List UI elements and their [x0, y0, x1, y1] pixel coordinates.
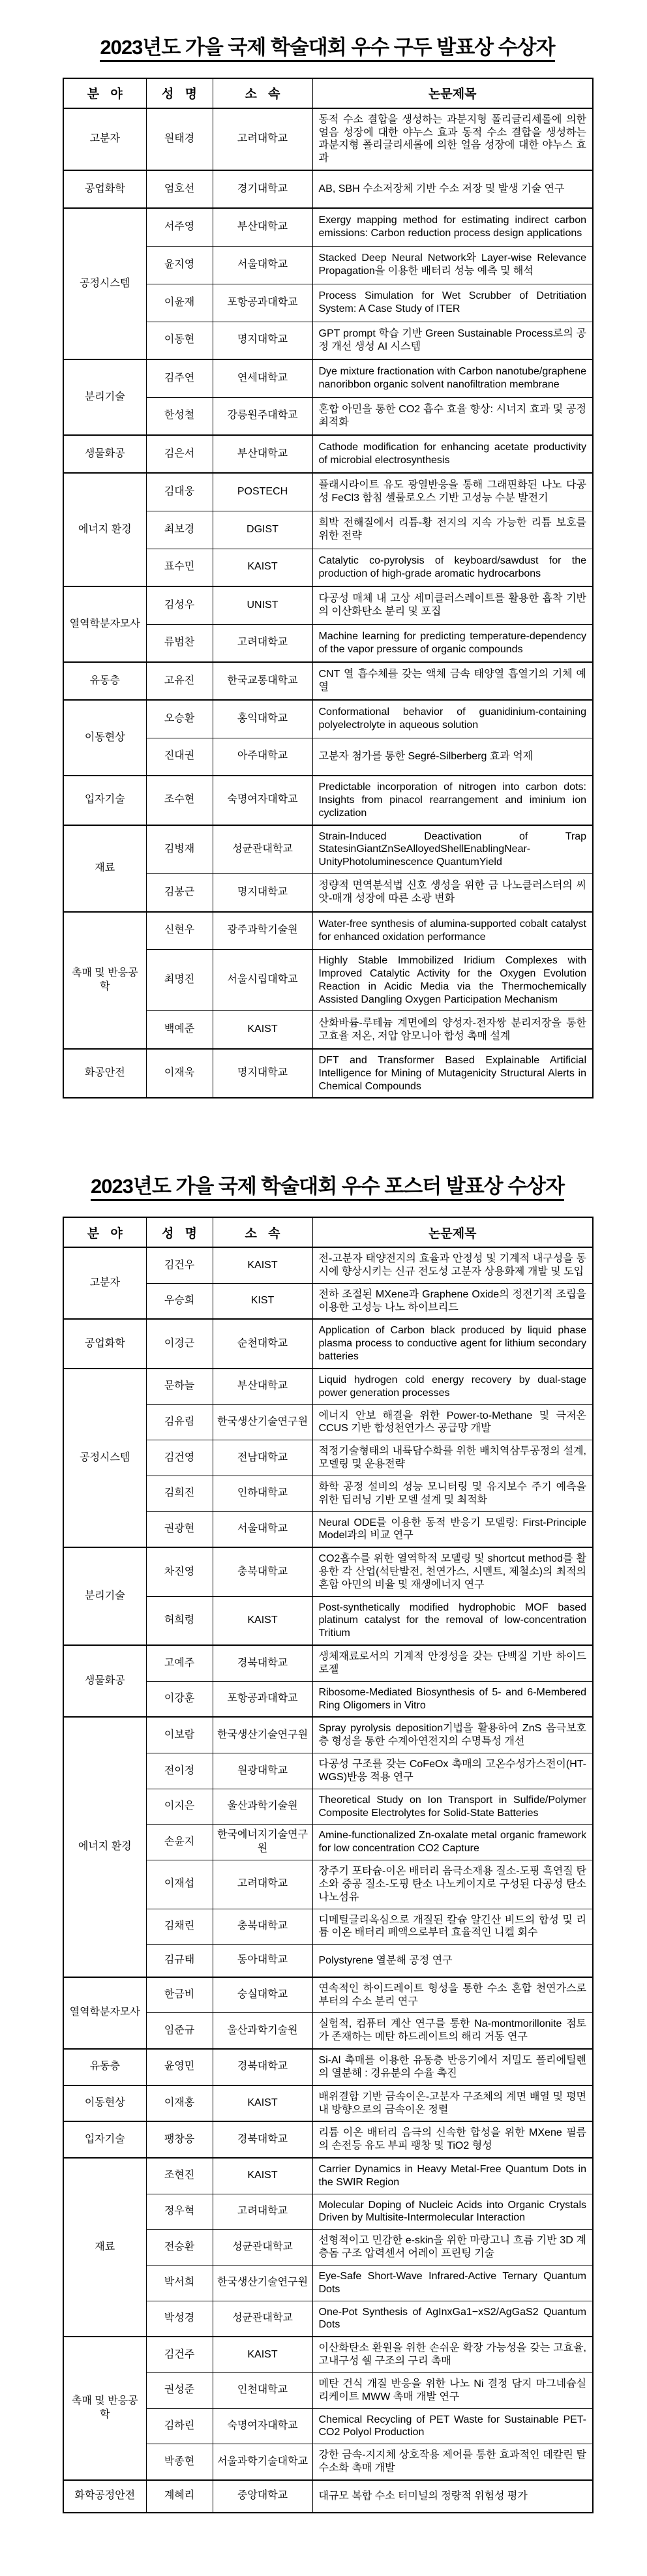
- field-cell: 화공안전: [63, 1049, 146, 1098]
- name-cell: 한성철: [146, 397, 213, 435]
- column-header-name: 성 명: [146, 1217, 213, 1247]
- aff-cell: KAIST: [213, 2158, 312, 2194]
- award-row: [63, 776, 593, 825]
- aff-cell: 서울대학교: [213, 246, 312, 284]
- aff-cell: 고려대학교: [213, 2194, 312, 2230]
- paper-cell: CNT 열 흡수체를 갖는 액체 금속 태양열 흡열기의 기체 예열: [312, 662, 593, 700]
- aff-cell: 한국에너지기술연구원: [213, 1825, 312, 1860]
- name-cell: 이강훈: [146, 1681, 213, 1717]
- paper-cell: Dye mixture fractionation with Carbon nanotube/graphene nanoribbon organic solvent nanofiltration membrane: [312, 359, 593, 397]
- field-cell: 입자기술: [63, 2121, 146, 2158]
- name-cell: 고예주: [146, 1645, 213, 1681]
- name-cell: 조현진: [146, 2158, 213, 2194]
- paper-cell: Liquid hydrogen cold energy recovery by dual-stage power generation processes: [312, 1369, 593, 1404]
- aff-cell: 경북대학교: [213, 1645, 312, 1681]
- award-row: [63, 1547, 593, 1596]
- paper-cell: Machine learning for predicting temperature-dependency of the vapor pressure of organic compounds: [312, 624, 593, 662]
- aff-cell: 부산대학교: [213, 435, 312, 473]
- oral-award-title: [63, 35, 592, 61]
- paper-cell: 다공성 매체 내 고상 세미클러스레이트를 활용한 흡착 기반의 이산화탄소 분리 및 포집: [312, 586, 593, 624]
- poster-award-table: [63, 1217, 594, 2513]
- name-cell: 박서희: [146, 2265, 213, 2301]
- award-row: [63, 700, 593, 738]
- field-cell: 열역학분자모사: [63, 1977, 146, 2049]
- award-row: [63, 2121, 593, 2158]
- field-cell: 공업화학: [63, 1319, 146, 1368]
- name-cell: 이지은: [146, 1789, 213, 1825]
- aff-cell: KAIST: [213, 2085, 312, 2122]
- name-cell: 김하린: [146, 2408, 213, 2444]
- oral-award-title-text: 2023년도 가을 국제 학술대회 우수 구두 발표상 수상자: [100, 36, 554, 62]
- name-cell: 임준규: [146, 2013, 213, 2049]
- aff-cell: KAIST: [213, 2337, 312, 2372]
- name-cell: 권광현: [146, 1511, 213, 1547]
- name-cell: 최보경: [146, 511, 213, 549]
- paper-cell: Si-Al 촉매를 이용한 유동층 반응기에서 저밀도 폴리에틸렌의 열분해 : 경유분의 수율 촉진: [312, 2049, 593, 2085]
- field-cell: 촉매 및 반응공학: [63, 2337, 146, 2480]
- name-cell: 박성경: [146, 2301, 213, 2337]
- paper-cell: 플래시라이트 유도 광열반응을 통해 그래핀화된 나노 다공성 FeCl3 함침 셀룰로오스 기반 고성능 수분 발전기: [312, 473, 593, 511]
- field-cell: 공정시스템: [63, 1369, 146, 1547]
- oral-award-section: [63, 35, 592, 1099]
- aff-cell: 서울시립대학교: [213, 950, 312, 1011]
- name-cell: 손윤지: [146, 1825, 213, 1860]
- name-cell: 한금비: [146, 1977, 213, 2013]
- award-row: [63, 1977, 593, 2013]
- name-cell: 전이정: [146, 1753, 213, 1789]
- aff-cell: 충북대학교: [213, 1547, 312, 1596]
- paper-cell: 정량적 면역분석법 신호 생성을 위한 금 나노클러스터의 씨앗-매개 성장에 따른 소광 변화: [312, 874, 593, 912]
- name-cell: 우승희: [146, 1283, 213, 1319]
- aff-cell: 중앙대학교: [213, 2480, 312, 2513]
- paper-cell: Neural ODE를 이용한 동적 반응기 모델링: First-Principle Model과의 비교 연구: [312, 1511, 593, 1547]
- field-cell: 입자기술: [63, 776, 146, 825]
- aff-cell: 명지대학교: [213, 322, 312, 359]
- paper-cell: 실험적, 컴퓨터 계산 연구를 통한 Na-montmorillonite 점토가 존재하는 메탄 하드레이트의 해리 거동 연구: [312, 2013, 593, 2049]
- paper-cell: Eye-Safe Short-Wave Infrared-Active Ternary Quantum Dots: [312, 2265, 593, 2301]
- name-cell: 서주영: [146, 208, 213, 246]
- paper-cell: Molecular Doping of Nucleic Acids into Organic Crystals Driven by Multisite-Intermolecular Interaction: [312, 2194, 593, 2230]
- poster-award-title: [63, 1174, 592, 1200]
- name-cell: 엄호선: [146, 170, 213, 208]
- name-cell: 김병재: [146, 825, 213, 874]
- name-cell: 팽창응: [146, 2121, 213, 2158]
- name-cell: 김채린: [146, 1909, 213, 1945]
- paper-cell: 대규모 복합 수소 터미널의 정량적 위험성 평가: [312, 2480, 593, 2513]
- field-cell: 유동층: [63, 662, 146, 700]
- award-row: [63, 208, 593, 246]
- aff-cell: 순천대학교: [213, 1319, 312, 1368]
- field-cell: 화학공정안전: [63, 2480, 146, 2513]
- aff-cell: 한국생산기술연구원: [213, 2265, 312, 2301]
- name-cell: 차진영: [146, 1547, 213, 1596]
- paper-cell: 연속적인 하이드레이트 형성을 통한 수소 혼합 천연가스로부터의 수소 분리 연구: [312, 1977, 593, 2013]
- paper-cell: Predictable incorporation of nitrogen into carbon dots: Insights from pinacol rearrangement and iminium ion cyclization: [312, 776, 593, 825]
- aff-cell: 인하대학교: [213, 1476, 312, 1511]
- award-row: [63, 108, 593, 170]
- name-cell: 고유진: [146, 662, 213, 700]
- aff-cell: 한국교통대학교: [213, 662, 312, 700]
- paper-cell: Ribosome-Mediated Biosynthesis of 5- and 6-Membered Ring Oligomers in Vitro: [312, 1681, 593, 1717]
- aff-cell: 강릉원주대학교: [213, 397, 312, 435]
- paper-cell: Chemical Recycling of PET Waste for Sustainable PET-CO2 Polyol Production: [312, 2408, 593, 2444]
- aff-cell: 경기대학교: [213, 170, 312, 208]
- paper-cell: AB, SBH 수소저장체 기반 수소 저장 및 발생 기술 연구: [312, 170, 593, 208]
- name-cell: 이동현: [146, 322, 213, 359]
- paper-cell: One-Pot Synthesis of AgInxGa1−xS2/AgGaS2 Quantum Dots: [312, 2301, 593, 2337]
- name-cell: 전승환: [146, 2230, 213, 2265]
- paper-cell: Polystyrene 열분해 공정 연구: [312, 1945, 593, 1977]
- paper-cell: 이산화탄소 환원을 위한 손쉬운 확장 가능성을 갖는 고효율, 고내구성 쉘 구조의 구리 촉매: [312, 2337, 593, 2372]
- column-header-name: 성 명: [146, 78, 213, 108]
- field-cell: 열역학분자모사: [63, 586, 146, 662]
- paper-cell: Amine-functionalized Zn-oxalate metal organic framework for low concentration CO2 Capture: [312, 1825, 593, 1860]
- paper-cell: 고분자 첨가를 통한 Segré-Silberberg 효과 억제: [312, 738, 593, 776]
- aff-cell: DGIST: [213, 511, 312, 549]
- aff-cell: 경북대학교: [213, 2049, 312, 2085]
- field-cell: 공정시스템: [63, 208, 146, 359]
- aff-cell: KAIST: [213, 1247, 312, 1283]
- award-row: [63, 1049, 593, 1098]
- column-header-affiliation: 소 속: [213, 78, 312, 108]
- oral-award-table: [63, 78, 594, 1099]
- paper-cell: Cathode modification for enhancing acetate productivity of microbial electrosynthesis: [312, 435, 593, 473]
- name-cell: 원태경: [146, 108, 213, 170]
- award-row: [63, 1247, 593, 1283]
- paper-cell: DFT and Transformer Based Explainable Artificial Intelligence for Mining of Mutagenicity Structural Alerts in Chemical Compounds: [312, 1049, 593, 1098]
- field-cell: 생물화공: [63, 1645, 146, 1717]
- award-row: [63, 662, 593, 700]
- award-row: [63, 2158, 593, 2194]
- award-row: [63, 2049, 593, 2085]
- paper-cell: Process Simulation for Wet Scrubber of Detritiation System: A Case Study of ITER: [312, 284, 593, 322]
- name-cell: 김주연: [146, 359, 213, 397]
- name-cell: 이보람: [146, 1717, 213, 1753]
- field-cell: 에너지 환경: [63, 1717, 146, 1977]
- paper-cell: 전-고분자 태양전지의 효율과 안정성 및 기계적 내구성을 동시에 향상시키는 신규 전도성 고분자 상용화제 개발 및 도입: [312, 1247, 593, 1283]
- paper-cell: 선형적이고 민감한 e-skin을 위한 마랑고니 흐름 기반 3D 계층돔 구조 압력센서 어레이 프린팅 기술: [312, 2230, 593, 2265]
- award-row: [63, 473, 593, 511]
- aff-cell: KAIST: [213, 1011, 312, 1049]
- award-row: [63, 2085, 593, 2122]
- award-row: [63, 1717, 593, 1753]
- name-cell: 김성우: [146, 586, 213, 624]
- paper-cell: 장주기 포타슘-이온 배터리 음극소재용 질소-도핑 흑연질 탄소와 중공 질소-도핑 탄소 나노케이지로 구성된 다공성 탄소 나노섬유: [312, 1860, 593, 1909]
- paper-cell: 적정기술형태의 내륙담수화를 위한 배치역삼투공정의 설계, 모델링 및 운용전략: [312, 1440, 593, 1476]
- paper-cell: 산화바륨-루테늄 계면에의 양성자-전자쌍 분리저장을 통한 고효율 저온, 저압 암모니아 합성 촉매 설계: [312, 1011, 593, 1049]
- name-cell: 김건우: [146, 1247, 213, 1283]
- paper-cell: 화학 공정 설비의 성능 모니터링 및 유지보수 주기 예측을 위한 딥러닝 기반 모델 설계 및 최적화: [312, 1476, 593, 1511]
- paper-cell: 동적 수소 결합을 생성하는 과분지형 폴리글리세롤에 의한 얼음 성장에 대한 야누스 효과 동적 수소 결합을 생성하는 과분지형 폴리글리세롤에 의한 얼음 성장에 대한 야누스 효과: [312, 108, 593, 170]
- column-header-paper: 논문제목: [312, 1217, 593, 1247]
- name-cell: 문하늘: [146, 1369, 213, 1404]
- paper-cell: Catalytic co-pyrolysis of keyboard/sawdust for the production of high-grade aromatic hydrocarbons: [312, 549, 593, 586]
- aff-cell: 명지대학교: [213, 874, 312, 912]
- award-row: [63, 2337, 593, 2372]
- name-cell: 조수현: [146, 776, 213, 825]
- aff-cell: KAIST: [213, 1596, 312, 1645]
- award-row: [63, 435, 593, 473]
- paper-cell: 혼합 아민을 통한 CO2 흡수 효율 향상: 시너지 효과 및 공정 최적화: [312, 397, 593, 435]
- field-cell: 에너지 환경: [63, 473, 146, 586]
- aff-cell: 부산대학교: [213, 1369, 312, 1404]
- award-row: [63, 825, 593, 874]
- aff-cell: 연세대학교: [213, 359, 312, 397]
- aff-cell: UNIST: [213, 586, 312, 624]
- award-row: [63, 912, 593, 950]
- paper-cell: Post-synthetically modified hydrophobic MOF based platinum catalyst for the removal of low-concentration Tritium: [312, 1596, 593, 1645]
- aff-cell: 숭실대학교: [213, 1977, 312, 2013]
- award-row: [63, 1645, 593, 1681]
- paper-cell: Conformational behavior of guanidinium-containing polyelectrolyte in aqueous solution: [312, 700, 593, 738]
- name-cell: 김은서: [146, 435, 213, 473]
- field-cell: 재료: [63, 825, 146, 912]
- field-cell: 이동현상: [63, 700, 146, 776]
- field-cell: 촉매 및 반응공학: [63, 912, 146, 1049]
- paper-cell: Application of Carbon black produced by liquid phase plasma process to conductive agent for lithium secondary batteries: [312, 1319, 593, 1368]
- name-cell: 이윤재: [146, 284, 213, 322]
- poster-award-title-text: 2023년도 가을 국제 학술대회 우수 포스터 발표상 수상자: [91, 1175, 564, 1201]
- name-cell: 신현우: [146, 912, 213, 950]
- name-cell: 김봉근: [146, 874, 213, 912]
- name-cell: 김건주: [146, 2337, 213, 2372]
- paper-cell: 생체재료로서의 기계적 안정성을 갖는 단백질 기반 하이드로젤: [312, 1645, 593, 1681]
- field-cell: 유동층: [63, 2049, 146, 2085]
- poster-award-section: [63, 1174, 592, 2513]
- paper-cell: Theoretical Study on Ion Transport in Sulfide/Polymer Composite Electrolytes for Solid-State Batteries: [312, 1789, 593, 1825]
- aff-cell: 서울대학교: [213, 1511, 312, 1547]
- paper-cell: 전하 조절된 MXene과 Graphene Oxide의 정전기적 조립을 이용한 고성능 나노 하이브리드: [312, 1283, 593, 1319]
- aff-cell: 동아대학교: [213, 1945, 312, 1977]
- field-cell: 고분자: [63, 108, 146, 170]
- paper-cell: 다공성 구조를 갖는 CoFeOx 촉매의 고온수성가스전이(HT-WGS)반응 적용 연구: [312, 1753, 593, 1789]
- name-cell: 김유림: [146, 1404, 213, 1440]
- name-cell: 류범찬: [146, 624, 213, 662]
- field-cell: 분리기술: [63, 1547, 146, 1645]
- paper-cell: 메탄 건식 개질 반응을 위한 나노 Ni 결정 담지 마그네슘실리케이트 MWW 촉매 개발 연구: [312, 2372, 593, 2408]
- aff-cell: 성균관대학교: [213, 2230, 312, 2265]
- name-cell: 김희진: [146, 1476, 213, 1511]
- name-cell: 윤영민: [146, 2049, 213, 2085]
- aff-cell: 한국생산기술연구원: [213, 1404, 312, 1440]
- aff-cell: 원광대학교: [213, 1753, 312, 1789]
- aff-cell: 숙명여자대학교: [213, 2408, 312, 2444]
- aff-cell: 아주대학교: [213, 738, 312, 776]
- name-cell: 이재홍: [146, 2085, 213, 2122]
- header-row: [63, 78, 593, 108]
- paper-cell: Spray pyrolysis deposition기법을 활용하여 ZnS 음극보호층 형성을 통한 수계아연전지의 수명특성 개선: [312, 1717, 593, 1753]
- aff-cell: 홍익대학교: [213, 700, 312, 738]
- paper-cell: CO2흡수를 위한 열역학적 모델링 및 shortcut method를 활용한 각 산업(석탄발전, 천연가스, 시멘트, 제철소)의 최적의 혼합 아민의 비율 및 재생에너지 연구: [312, 1547, 593, 1596]
- column-header-field: 분 야: [63, 1217, 146, 1247]
- aff-cell: 숙명여자대학교: [213, 776, 312, 825]
- name-cell: 이재섭: [146, 1860, 213, 1909]
- paper-cell: 리튬 이온 배터리 음극의 신속한 합성을 위한 MXene 필름의 손전등 유도 부피 팽창 및 TiO2 형성: [312, 2121, 593, 2158]
- aff-cell: 서울과학기술대학교: [213, 2444, 312, 2480]
- name-cell: 이경근: [146, 1319, 213, 1368]
- aff-cell: 전남대학교: [213, 1440, 312, 1476]
- paper-cell: Water-free synthesis of alumina-supported cobalt catalyst for enhanced oxidation performance: [312, 912, 593, 950]
- paper-cell: Highly Stable Immobilized Iridium Complexes with Improved Catalytic Activity for the Oxygen Evolution Reaction in Acidic Media via the Thermochemically Assisted Dangling Oxygen Participation Mechanism: [312, 950, 593, 1011]
- name-cell: 김대웅: [146, 473, 213, 511]
- paper-cell: Carrier Dynamics in Heavy Metal-Free Quantum Dots in the SWIR Region: [312, 2158, 593, 2194]
- field-cell: 이동현상: [63, 2085, 146, 2122]
- name-cell: 김건영: [146, 1440, 213, 1476]
- aff-cell: 포항공과대학교: [213, 284, 312, 322]
- name-cell: 표수민: [146, 549, 213, 586]
- aff-cell: 울산과학기술원: [213, 2013, 312, 2049]
- column-header-field: 분 야: [63, 78, 146, 108]
- aff-cell: 포항공과대학교: [213, 1681, 312, 1717]
- aff-cell: 고려대학교: [213, 624, 312, 662]
- aff-cell: POSTECH: [213, 473, 312, 511]
- name-cell: 윤지영: [146, 246, 213, 284]
- aff-cell: 부산대학교: [213, 208, 312, 246]
- aff-cell: 인천대학교: [213, 2372, 312, 2408]
- field-cell: 고분자: [63, 1247, 146, 1319]
- aff-cell: 광주과학기술원: [213, 912, 312, 950]
- column-header-affiliation: 소 속: [213, 1217, 312, 1247]
- aff-cell: 명지대학교: [213, 1049, 312, 1098]
- award-row: [63, 586, 593, 624]
- paper-cell: Exergy mapping method for estimating indirect carbon emissions: Carbon reduction process design applications: [312, 208, 593, 246]
- name-cell: 박종현: [146, 2444, 213, 2480]
- aff-cell: KAIST: [213, 549, 312, 586]
- paper-cell: GPT prompt 학습 기반 Green Sustainable Process로의 공정 개선 생성 AI 시스템: [312, 322, 593, 359]
- aff-cell: 성균관대학교: [213, 2301, 312, 2337]
- name-cell: 최명진: [146, 950, 213, 1011]
- award-row: [63, 1369, 593, 1404]
- aff-cell: 한국생산기술연구원: [213, 1717, 312, 1753]
- name-cell: 진대권: [146, 738, 213, 776]
- paper-cell: 희박 전해질에서 리튬-황 전지의 지속 가능한 리튬 보호를 위한 전략: [312, 511, 593, 549]
- paper-cell: 디메틸글리옥심으로 개질된 칼슘 알긴산 비드의 합성 및 리튬 이온 배터리 폐액으로부터 효율적인 니켈 회수: [312, 1909, 593, 1945]
- name-cell: 오승환: [146, 700, 213, 738]
- paper-cell: Strain-Induced Deactivation of Trap StatesinGiantZnSeAlloyedShellEnablingNear-UnityPhotoluminescence QuantumYield: [312, 825, 593, 874]
- name-cell: 허희령: [146, 1596, 213, 1645]
- award-row: [63, 1319, 593, 1368]
- header-row: [63, 1217, 593, 1247]
- paper-cell: 배위결합 기반 금속이온-고분자 구조체의 계면 배열 및 평면 내 방향으로의 금속이온 정렬: [312, 2085, 593, 2122]
- aff-cell: KIST: [213, 1283, 312, 1319]
- name-cell: 백예준: [146, 1011, 213, 1049]
- aff-cell: 성균관대학교: [213, 825, 312, 874]
- field-cell: 공업화학: [63, 170, 146, 208]
- paper-cell: 에너지 안보 해결을 위한 Power-to-Methane 및 극저온 CCUS 기반 합성천연가스 공급망 개발: [312, 1404, 593, 1440]
- paper-cell: Stacked Deep Neural Network와 Layer-wise Relevance Propagation을 이용한 배터리 성능 예측 및 해석: [312, 246, 593, 284]
- aff-cell: 고려대학교: [213, 108, 312, 170]
- field-cell: 분리기술: [63, 359, 146, 435]
- award-row: [63, 170, 593, 208]
- aff-cell: 충북대학교: [213, 1909, 312, 1945]
- name-cell: 이재욱: [146, 1049, 213, 1098]
- aff-cell: 울산과학기술원: [213, 1789, 312, 1825]
- name-cell: 권성준: [146, 2372, 213, 2408]
- name-cell: 정우혁: [146, 2194, 213, 2230]
- name-cell: 계혜리: [146, 2480, 213, 2513]
- field-cell: 생물화공: [63, 435, 146, 473]
- field-cell: 재료: [63, 2158, 146, 2337]
- name-cell: 김규태: [146, 1945, 213, 1977]
- aff-cell: 경북대학교: [213, 2121, 312, 2158]
- column-header-paper: 논문제목: [312, 78, 593, 108]
- aff-cell: 고려대학교: [213, 1860, 312, 1909]
- award-row: [63, 359, 593, 397]
- paper-cell: 강한 금속-지지체 상호작용 제어를 통한 효과적인 데칼린 탈수소화 촉매 개발: [312, 2444, 593, 2480]
